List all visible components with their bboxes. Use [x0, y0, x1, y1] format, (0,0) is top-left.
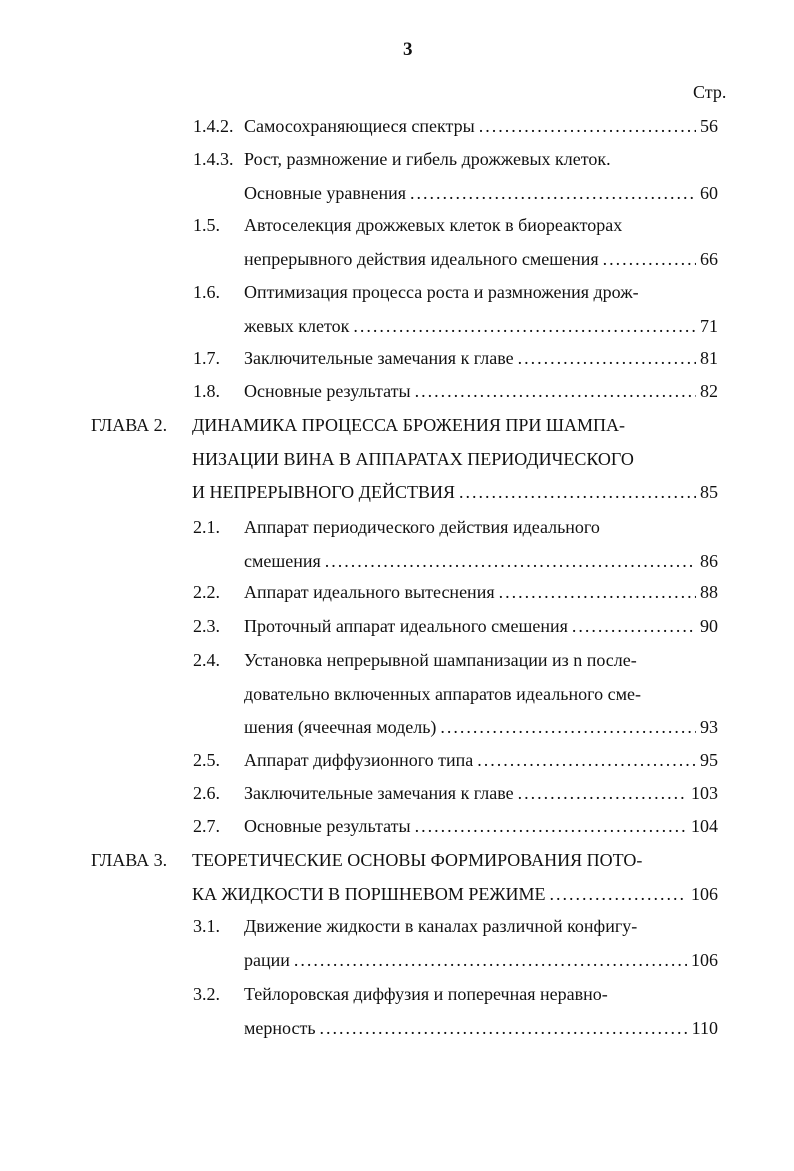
toc-entry-row [244, 782, 718, 804]
dot-leader [440, 716, 696, 738]
toc-entry-line: Аппарат периодического действия идеального [244, 517, 600, 537]
toc-entry-row [244, 550, 718, 572]
toc-entry-line: Основные результаты [244, 816, 411, 836]
toc-entry-row [244, 315, 718, 337]
toc-entry-line: Оптимизация процесса роста и размножения дрож- [244, 282, 639, 302]
toc-entry-row [244, 347, 718, 369]
toc-entry-row [244, 815, 718, 837]
dot-leader [415, 380, 696, 402]
toc-entry-row [192, 481, 718, 503]
toc-entry-number: 1.5. [193, 215, 220, 235]
toc-page-number: 71 [700, 316, 718, 336]
toc-entry-line: Движение жидкости в каналах различной конфигу- [244, 916, 638, 936]
toc-entry-line: Рост, размножение и гибель дрожжевых клеток. [244, 149, 611, 169]
toc-entry-number: ГЛАВА 2. [91, 415, 168, 435]
column-header: Стр. [693, 82, 727, 102]
page-number: 3 [403, 39, 413, 60]
dot-leader [477, 749, 696, 771]
dot-leader [550, 883, 688, 905]
toc-entry-number: 1.4.2. [193, 116, 234, 136]
toc-entry-number: ГЛАВА 3. [91, 850, 168, 870]
toc-entry-number: 2.5. [193, 750, 220, 770]
toc-entry-line: Проточный аппарат идеального смешения [244, 616, 568, 636]
toc-entry-row [244, 182, 718, 204]
dot-leader [499, 581, 696, 603]
toc-entry-line: Тейлоровская диффузия и поперечная неравно- [244, 984, 608, 1004]
toc-page-number: 88 [700, 582, 718, 602]
toc-page-number: 90 [700, 616, 718, 636]
toc-entry-line: шения (ячеечная модель) [244, 717, 437, 737]
toc-entry-number: 3.1. [193, 916, 220, 936]
toc-entry-line: Основные уравнения [244, 183, 406, 203]
dot-leader [518, 347, 696, 369]
toc-page-number: 81 [700, 348, 718, 368]
toc-entry-line: КА ЖИДКОСТИ В ПОРШНЕВОМ РЕЖИМЕ [192, 884, 546, 904]
toc-entry-line: Заключительные замечания к главе [244, 348, 514, 368]
toc-entry-number: 2.6. [193, 783, 220, 803]
toc-entry-line: довательно включенных аппаратов идеального сме- [244, 684, 641, 704]
toc-entry-line: Аппарат диффузионного типа [244, 750, 474, 770]
dot-leader [325, 550, 696, 572]
toc-entry-line: смешения [244, 551, 321, 571]
toc-page-number: 110 [691, 1018, 718, 1038]
toc-entry-row [244, 380, 718, 402]
toc-entry-number: 2.1. [193, 517, 220, 537]
toc-page-number: 66 [700, 249, 718, 269]
dot-leader [479, 115, 696, 137]
toc-entry-line: непрерывного действия идеального смешения [244, 249, 599, 269]
toc-page-number: 93 [700, 717, 718, 737]
toc-entry-line: рации [244, 950, 290, 970]
toc-entry-number: 1.8. [193, 381, 220, 401]
toc-entry-number: 1.7. [193, 348, 220, 368]
dot-leader [410, 182, 696, 204]
toc-entry-line: Заключительные замечания к главе [244, 783, 514, 803]
toc-entry-line: Установка непрерывной шампанизации из n после- [244, 650, 637, 670]
dot-leader [320, 1017, 688, 1039]
toc-entry-number: 2.2. [193, 582, 220, 602]
toc-entry-number: 2.7. [193, 816, 220, 836]
toc-entry-row [192, 883, 718, 905]
toc-entry-line: Автоселекция дрожжевых клеток в биореакторах [244, 215, 623, 235]
toc-entry-row [244, 615, 718, 637]
toc-entry-line: Самосохраняющиеся спектры [244, 116, 475, 136]
toc-page-number: 104 [691, 816, 718, 836]
toc-entry-row [244, 749, 718, 771]
toc-entry-line: Основные результаты [244, 381, 411, 401]
dot-leader [603, 248, 696, 270]
toc-entry-number: 1.4.3. [193, 149, 234, 169]
toc-page-number: 106 [691, 884, 718, 904]
dot-leader [572, 615, 696, 637]
toc-entry-line: мерность [244, 1018, 316, 1038]
dot-leader [459, 481, 696, 503]
toc-entry-row [244, 1017, 718, 1039]
toc-entry-number: 2.4. [193, 650, 220, 670]
dot-leader [415, 815, 687, 837]
toc-entry-row [244, 248, 718, 270]
toc-page-number: 86 [700, 551, 718, 571]
toc-entry-line: Аппарат идеального вытеснения [244, 582, 495, 602]
dot-leader [294, 949, 687, 971]
toc-entry-line: ДИНАМИКА ПРОЦЕССА БРОЖЕНИЯ ПРИ ШАМПА- [192, 415, 626, 435]
dot-leader [518, 782, 687, 804]
toc-entry-number: 1.6. [193, 282, 220, 302]
toc-entry-line: ТЕОРЕТИЧЕСКИЕ ОСНОВЫ ФОРМИРОВАНИЯ ПОТО- [192, 850, 643, 870]
toc-entry-line: И НЕПРЕРЫВНОГО ДЕЙСТВИЯ [192, 482, 455, 502]
toc-entry-number: 3.2. [193, 984, 220, 1004]
toc-entry-row [244, 581, 718, 603]
toc-page-number: 82 [700, 381, 718, 401]
toc-entry-row [244, 115, 718, 137]
toc-page-number: 60 [700, 183, 718, 203]
toc-entry-number: 2.3. [193, 616, 220, 636]
dot-leader [353, 315, 696, 337]
toc-entry-line: НИЗАЦИИ ВИНА В АППАРАТАХ ПЕРИОДИЧЕСКОГО [192, 449, 634, 469]
toc-entry-row [244, 716, 718, 738]
toc-page-number: 95 [700, 750, 718, 770]
toc-entry-line: жевых клеток [244, 316, 350, 336]
toc-page-number: 56 [700, 116, 718, 136]
toc-entry-row [244, 949, 718, 971]
toc-page-number: 103 [691, 783, 718, 803]
toc-page-number: 85 [700, 482, 718, 502]
toc-page-number: 106 [691, 950, 718, 970]
